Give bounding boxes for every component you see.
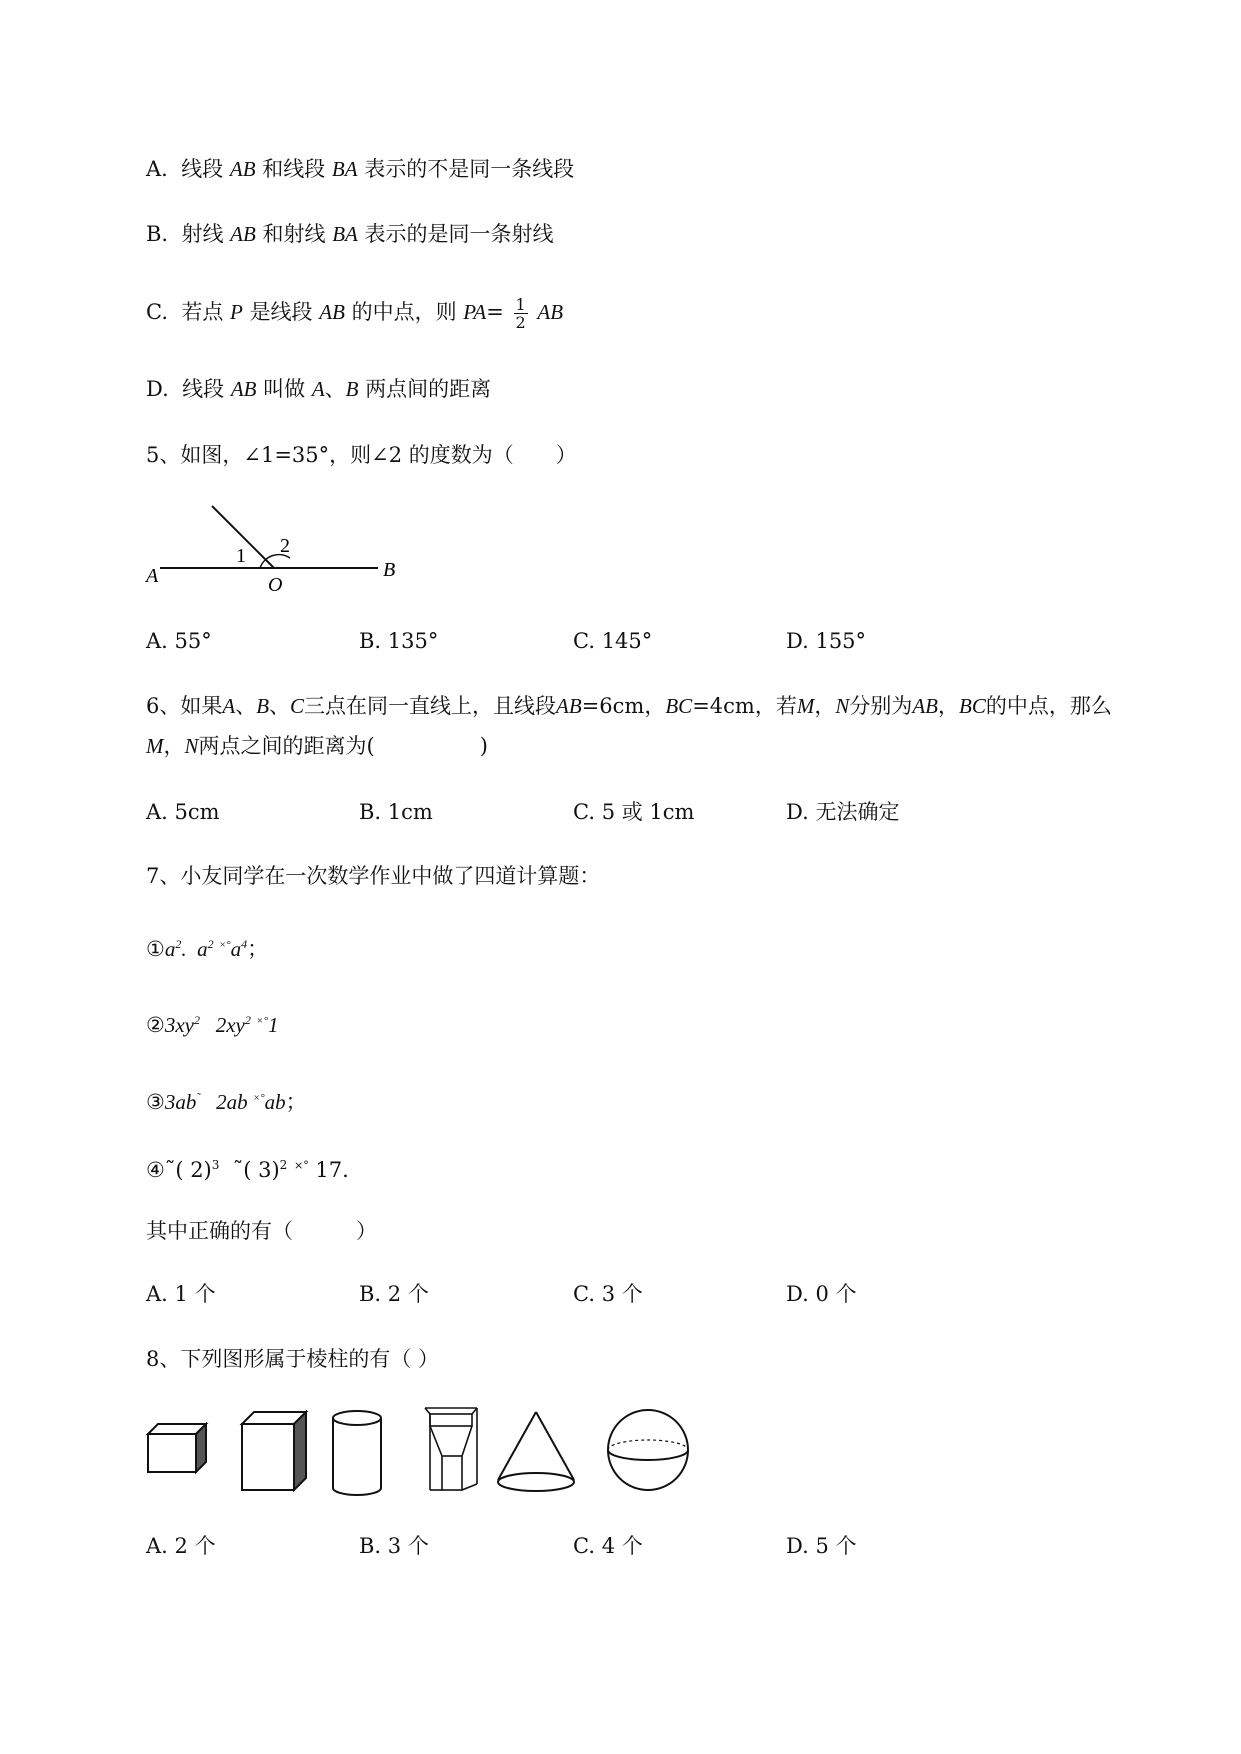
label-o: O <box>268 574 283 596</box>
angle-figure <box>140 498 410 598</box>
q8-option-d[interactable]: D. 5 个 <box>786 1534 857 1558</box>
q5-option-c[interactable]: C. 145° <box>573 629 653 653</box>
q6-option-a[interactable]: A. 5cm <box>146 800 220 824</box>
cylinder-icon <box>333 1411 381 1495</box>
q7-option-c[interactable]: C. 3 个 <box>573 1282 643 1306</box>
solids-figure <box>140 1404 700 1504</box>
q7-item-1: $①a^2$. $a^2$ $^{\times^\circ}a^4$； <box>146 937 269 961</box>
cuboid-icon <box>148 1424 206 1472</box>
label-a: A <box>146 565 159 587</box>
q6-option-d[interactable]: D. 无法确定 <box>786 800 900 824</box>
label-1: 1 <box>236 545 246 567</box>
q8-option-b[interactable]: B. 3 个 <box>359 1534 429 1558</box>
q8-stem: 8、下列图形属于棱柱的有（ ） <box>146 1347 440 1371</box>
q7-option-d[interactable]: D. 0 个 <box>786 1282 857 1306</box>
q5-option-b[interactable]: B. 135° <box>359 629 439 653</box>
q6-option-c[interactable]: C. 5 或 1cm <box>573 800 695 824</box>
q8-option-a[interactable]: A. 2 个 <box>146 1534 216 1558</box>
q8-option-c[interactable]: C. 4 个 <box>573 1534 643 1558</box>
q7-item-4: ④˜( 2)$^3$ ˜( 3)$^2$ ×° 17. <box>146 1158 349 1182</box>
q4-option-b: B. 射线 AB 和射线 BA 表示的是同一条射线 <box>146 222 554 246</box>
q7-stem: 7、小友同学在一次数学作业中做了四道计算题： <box>146 864 601 888</box>
q7-item-3: ③3ab˜ 2ab ×°ab； <box>146 1090 307 1114</box>
q5-option-d[interactable]: D. 155° <box>786 629 867 653</box>
cone-icon <box>498 1412 574 1491</box>
q7-question: 其中正确的有（ ） <box>146 1219 377 1243</box>
q4-option-a: A. 线段 AB 和线段 BA 表示的不是同一条线段 <box>146 157 575 181</box>
q7-option-b[interactable]: B. 2 个 <box>359 1282 429 1306</box>
q5-stem: 5、如图，∠1=35°，则∠2 的度数为（ ） <box>146 443 577 467</box>
q5-option-a[interactable]: A. 55° <box>146 629 212 653</box>
q7-option-a[interactable]: A. 1 个 <box>146 1282 216 1306</box>
one-half-fraction: $\frac{1}{2}$ <box>515 295 526 332</box>
cube-icon <box>242 1412 306 1490</box>
label-2: 2 <box>280 535 290 557</box>
q6-stem-line2: M，N两点之间的距离为( ) <box>146 734 488 758</box>
q4-option-d: D. 线段 AB 叫做 A、B 两点间的距离 <box>146 377 492 401</box>
label-b: B <box>383 559 396 581</box>
q6-option-b[interactable]: B. 1cm <box>359 800 433 824</box>
frustum-icon <box>425 1408 477 1490</box>
q7-item-2: $②3xy^2$ $2xy^2$ ×°1 <box>146 1013 279 1037</box>
sphere-icon <box>608 1410 688 1490</box>
q4-option-c: C. 若点 P 是线段 AB 的中点，则 PA= $\frac{1}{2}$ AB <box>146 295 564 332</box>
q6-stem-line1: 6、如果A、B、C三点在同一直线上，且线段AB=6cm，BC=4cm，若M，N分别为AB，BC的中点，那么 <box>146 694 1112 718</box>
